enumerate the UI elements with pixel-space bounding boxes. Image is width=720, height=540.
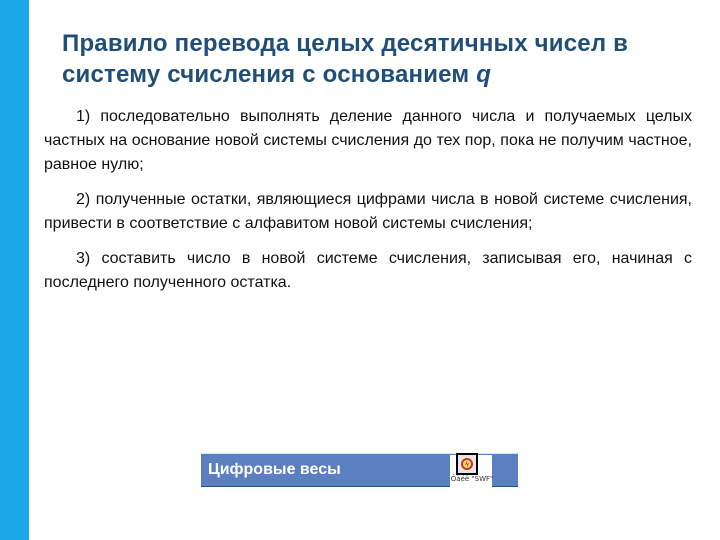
- flash-file-icon[interactable]: [456, 453, 478, 475]
- left-accent-bar: [0, 0, 29, 540]
- slide-title: [62, 28, 712, 90]
- media-link-bar[interactable]: [201, 453, 518, 487]
- slide-title-variable: q: [476, 61, 492, 88]
- slide-title-text: Правило перевода целых десятичных чисел в систему счисления с основанием: [62, 30, 629, 88]
- flash-emblem-icon: [460, 457, 474, 471]
- rule-item: 2) полученные остатки, являющиеся цифрами числа в новой системе счисления, привести в соответствие с алфавитом новой системы счисления;: [44, 191, 692, 232]
- swf-file-caption: Ôàéë "SWF": [450, 475, 494, 483]
- rules-list: [44, 105, 692, 306]
- rule-item: 3) составить число в новой системе счисления, записывая его, начиная с последнего полученного остатка.: [44, 250, 692, 291]
- rule-item: 1) последовательно выполнять деление данного числа и получаемых целых частных на основание новой системы счисления до тех пор, пока не получим частное, равное нулю;: [44, 108, 692, 173]
- media-label: Цифровые весы: [208, 461, 341, 478]
